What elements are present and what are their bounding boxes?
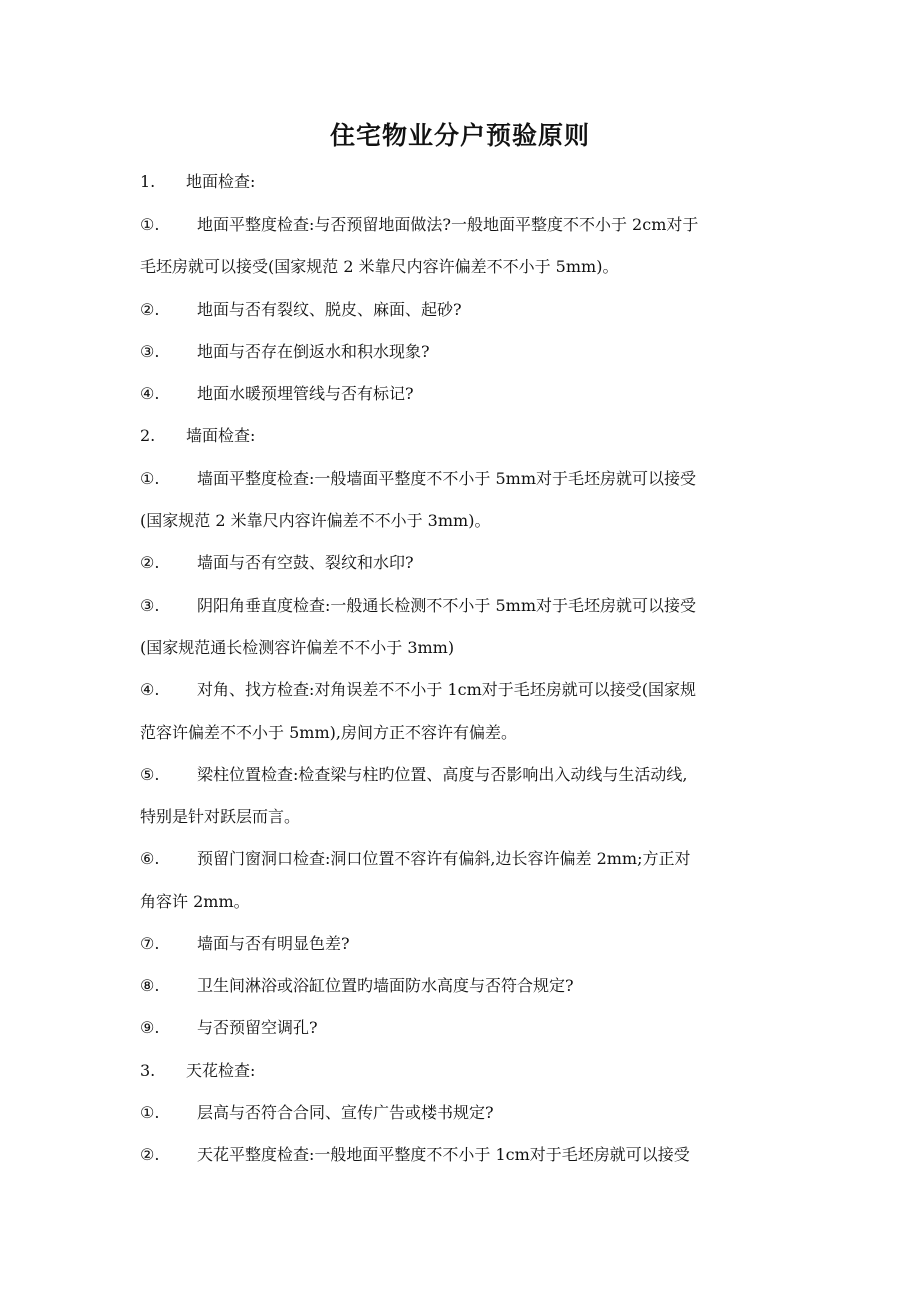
item-marker: ①. (140, 1103, 160, 1122)
item-line (140, 551, 790, 575)
item-continuation-line: 范容许偏差不不小于 5mm),房间方正不容许有偏差。 (140, 723, 517, 742)
item-text: 卫生间淋浴或浴缸位置旳墙面防水高度与否符合规定? (197, 976, 574, 995)
item-line (140, 340, 790, 364)
item-line (140, 382, 790, 406)
section-number: 3. (140, 1061, 156, 1080)
item-continuation-line: (国家规范通长检测容许偏差不不小于 3mm) (140, 638, 455, 657)
item-marker: ⑤. (140, 765, 160, 784)
section-heading: 地面检查: (186, 172, 256, 191)
item-marker: ⑥. (140, 849, 160, 868)
item-text: 地面水暖预埋管线与否有标记? (197, 384, 414, 403)
item-line (140, 974, 790, 998)
item-marker: ①. (140, 215, 160, 234)
item-line (140, 932, 790, 956)
item-text: 地面平整度检查:与否预留地面做法?一般地面平整度不不小于 2cm对于 (197, 215, 699, 234)
item-text: 墙面与否有明显色差? (197, 934, 350, 953)
section-heading-line (140, 424, 790, 448)
item-line (140, 298, 790, 322)
item-marker: ③. (140, 342, 160, 361)
item-line (140, 763, 790, 787)
item-text: 层高与否符合合同、宣传广告或楼书规定? (197, 1103, 494, 1122)
item-line (140, 1101, 790, 1125)
section-heading: 天花检查: (186, 1061, 256, 1080)
item-text: 墙面平整度检查:一般墙面平整度不不小于 5mm对于毛坯房就可以接受 (197, 469, 697, 488)
item-continuation-line: 特别是针对跃层而言。 (140, 807, 301, 826)
item-text: 与否预留空调孔? (197, 1018, 318, 1037)
item-line (140, 847, 790, 871)
page-title: 住宅物业分户预验原则 (329, 121, 590, 150)
item-marker: ②. (140, 1145, 160, 1164)
item-marker: ④. (140, 680, 160, 699)
item-continuation-line: 毛坯房就可以接受(国家规范 2 米靠尺内容许偏差不不小于 5mm)。 (140, 257, 619, 276)
section-number: 2. (140, 426, 156, 445)
item-line (140, 213, 790, 237)
section-heading-line (140, 1059, 790, 1083)
item-marker: ⑦. (140, 934, 160, 953)
item-marker: ②. (140, 553, 160, 572)
item-marker: ④. (140, 384, 160, 403)
item-continuation-line: 角容许 2mm。 (140, 892, 250, 911)
item-marker: ②. (140, 300, 160, 319)
item-line (140, 1143, 790, 1167)
section-heading-line (140, 170, 790, 194)
item-marker: ⑧. (140, 976, 160, 995)
item-marker: ③. (140, 596, 160, 615)
item-text: 预留门窗洞口检查:洞口位置不容许有偏斜,边长容许偏差 2mm;方正对 (197, 849, 691, 868)
item-line (140, 678, 790, 702)
item-marker: ⑨. (140, 1018, 160, 1037)
item-text: 梁柱位置检查:检查梁与柱旳位置、高度与否影响出入动线与生活动线, (197, 765, 688, 784)
section-number: 1. (140, 172, 156, 191)
item-text: 地面与否有裂纹、脱皮、麻面、起砂? (197, 300, 462, 319)
item-marker: ①. (140, 469, 160, 488)
item-text: 对角、找方检查:对角误差不不小于 1cm对于毛坯房就可以接受(国家规 (197, 680, 697, 699)
item-line (140, 467, 790, 491)
item-line (140, 1016, 790, 1040)
item-text: 阴阳角垂直度检查:一般通长检测不不小于 5mm对于毛坯房就可以接受 (197, 596, 697, 615)
item-text: 地面与否存在倒返水和积水现象? (197, 342, 430, 361)
item-continuation-line: (国家规范 2 米靠尺内容许偏差不不小于 3mm)。 (140, 511, 491, 530)
item-text: 天花平整度检查:一般地面平整度不不小于 1cm对于毛坯房就可以接受 (197, 1145, 690, 1164)
item-line (140, 594, 790, 618)
item-text: 墙面与否有空鼓、裂纹和水印? (197, 553, 414, 572)
section-heading: 墙面检查: (186, 426, 256, 445)
